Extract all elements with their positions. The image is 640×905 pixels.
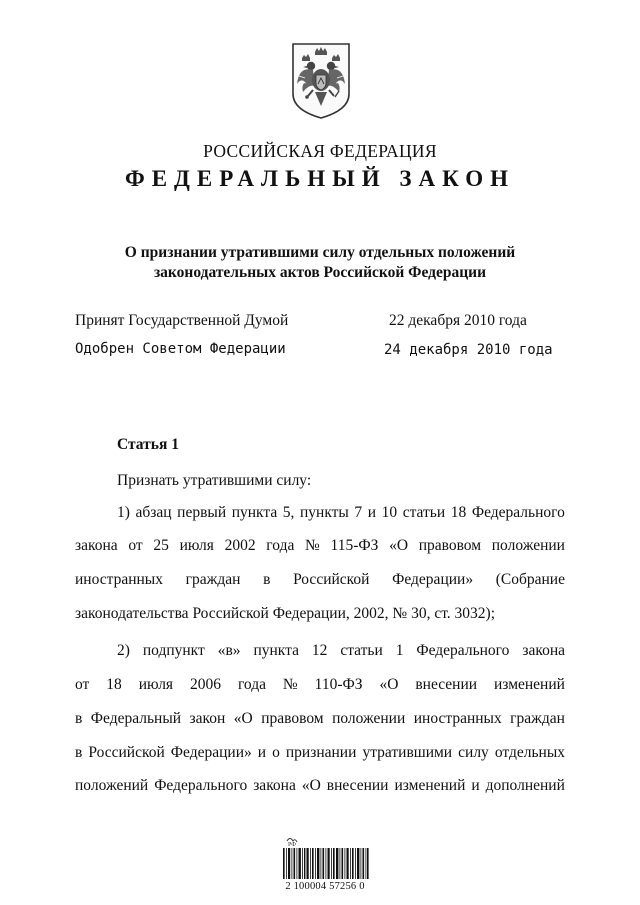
law-title-line-1: О признании утратившими силу отдельных положений <box>124 244 516 261</box>
svg-text:РФ: РФ <box>288 842 296 848</box>
barcode <box>275 835 375 897</box>
council-approval-date: 24 декабря 2010 года <box>384 342 553 358</box>
item2-line-3: в Федеральный закон «О правовом положении иностранных граждан <box>75 710 565 727</box>
article-heading: Статья 1 <box>117 436 179 453</box>
article-intro: Признать утратившими силу: <box>117 472 312 489</box>
item2-line-1: 2) подпункт «в» пункта 12 статьи 1 Федерального закона <box>117 642 565 659</box>
duma-adoption-date: 22 декабря 2010 года <box>389 312 527 329</box>
law-title <box>0 243 640 283</box>
item2-line-5: положений Федерального закона «О внесении изменений и дополнений <box>75 777 565 794</box>
item2-line-4: в Российской Федерации» и о признании утратившими силу отдельных <box>75 744 565 761</box>
document-type: ФЕДЕРАЛЬНЫЙ ЗАКОН <box>124 166 516 191</box>
barcode-number: 2 100004 57256 0 <box>285 881 365 892</box>
duma-adoption-label: Принят Государственной Думой <box>75 312 289 329</box>
coat-of-arms-emblem <box>291 42 351 120</box>
item1-line-1: 1) абзац первый пункта 5, пункты 7 и 10 статьи 18 Федерального <box>117 504 565 521</box>
council-approval-label: Одобрен Советом Федерации <box>75 341 286 357</box>
country-name: РОССИЙСКАЯ ФЕДЕРАЦИЯ <box>203 141 437 161</box>
barcode-bars-icon <box>275 835 375 881</box>
law-title-line-2: законодательных актов Российской Федерации <box>153 264 487 281</box>
item1-line-3: иностранных граждан в Российской Федерации» (Собрание <box>75 571 565 588</box>
item2-line-2: от 18 июля 2006 года № 110-ФЗ «О внесении изменений <box>75 676 565 693</box>
item1-line-4: законодательства Российской Федерации, 2002, № 30, ст. 3032); <box>75 605 496 622</box>
item1-line-2: закона от 25 июля 2002 года № 115-ФЗ «О правовом положении <box>75 537 565 554</box>
